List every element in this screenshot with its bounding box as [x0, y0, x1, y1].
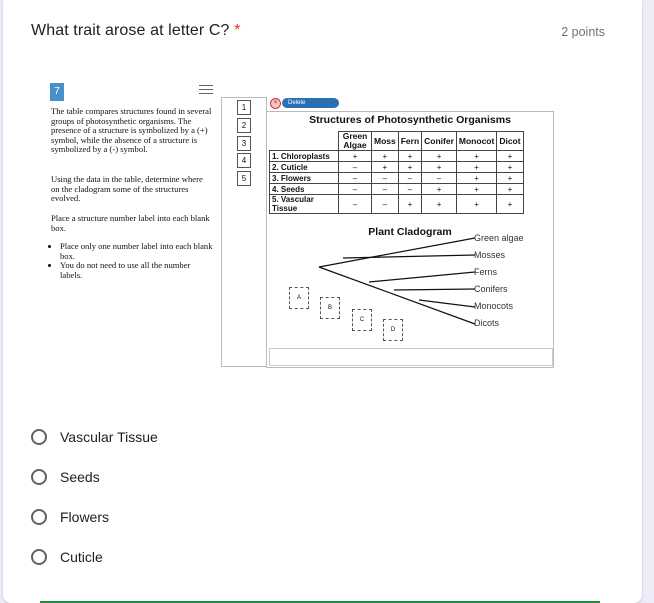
branch-green-algae — [319, 238, 475, 267]
option-label: Seeds — [60, 469, 100, 485]
taxon-label: Mosses — [474, 250, 506, 260]
table-cell: – — [422, 173, 457, 184]
option-seeds[interactable] — [31, 466, 100, 488]
table-header: Dicot — [497, 132, 523, 151]
table-cell: + — [456, 195, 496, 214]
instruction-paragraph: Place a structure number label into each blank box. — [51, 213, 210, 233]
required-asterisk: * — [234, 22, 241, 39]
table-cell: – — [398, 173, 421, 184]
table-cell: – — [372, 173, 399, 184]
radio-button[interactable] — [31, 469, 47, 485]
table-cell: + — [422, 195, 457, 214]
table-cell: – — [339, 162, 372, 173]
answer-box-b: B — [320, 297, 340, 319]
table-cell: + — [422, 162, 457, 173]
menu-icon — [199, 85, 213, 95]
row-label: 2. Cuticle — [270, 162, 339, 173]
row-label: 4. Seeds — [270, 184, 339, 195]
table-cell: + — [456, 162, 496, 173]
question-image — [50, 80, 554, 370]
table-cell: + — [456, 184, 496, 195]
table-cell: + — [372, 151, 399, 162]
table-cell: + — [398, 162, 421, 173]
table-cell: + — [398, 195, 421, 214]
table-header: Monocot — [456, 132, 496, 151]
option-vascular-tissue[interactable] — [31, 426, 158, 448]
taxon-label: Conifers — [474, 284, 508, 294]
branch-monocots — [419, 300, 475, 307]
answer-box-c: C — [352, 309, 372, 331]
blank-area — [269, 348, 553, 366]
instruction-bullet: • You do not need to use all the number labels. — [60, 261, 213, 280]
table-cell: + — [497, 184, 523, 195]
taxon-label: Ferns — [474, 267, 498, 277]
delete-pill: Delete — [282, 98, 339, 108]
branch-mosses — [343, 255, 475, 258]
table-header: Green Algae — [339, 132, 372, 151]
table-header: Moss — [372, 132, 399, 151]
table-cell: – — [339, 184, 372, 195]
table-cell: + — [497, 151, 523, 162]
table-header: Conifer — [422, 132, 457, 151]
option-flowers[interactable] — [31, 506, 109, 528]
option-cuticle[interactable] — [31, 546, 103, 568]
points-label: 2 points — [561, 25, 605, 39]
question-card — [3, 0, 642, 603]
instruction-bullet: • Place only one number label into each blank box. — [60, 242, 213, 261]
delete-icon: × — [270, 98, 281, 109]
table-cell: – — [372, 184, 399, 195]
taxon-label: Green algae — [474, 233, 524, 243]
instruction-paragraph: Using the data in the table, determine where on the cladogram some of the structures evolved. — [51, 174, 203, 204]
table-header: Fern — [398, 132, 421, 151]
taxon-label: Dicots — [474, 318, 500, 328]
table-cell: + — [497, 195, 523, 214]
table-cell: – — [339, 173, 372, 184]
table-cell: + — [339, 151, 372, 162]
number-label: 5 — [237, 171, 251, 186]
table-title: Structures of Photosynthetic Organisms — [309, 114, 511, 126]
table-cell: + — [372, 162, 399, 173]
number-label: 2 — [237, 118, 251, 133]
branch-ferns — [369, 272, 475, 282]
delete-control — [270, 98, 340, 108]
number-label: 1 — [237, 100, 251, 115]
cladogram-title: Plant Cladogram — [368, 226, 452, 238]
radio-button[interactable] — [31, 549, 47, 565]
radio-button[interactable] — [31, 509, 47, 525]
table-cell: – — [339, 195, 372, 214]
row-label: 3. Flowers — [270, 173, 339, 184]
table-cell: + — [422, 184, 457, 195]
item-number-badge: 7 — [50, 83, 64, 101]
number-label: 4 — [237, 153, 251, 168]
branch-main-axis — [319, 267, 475, 324]
option-label: Cuticle — [60, 549, 103, 565]
table-cell: + — [456, 151, 496, 162]
radio-button[interactable] — [31, 429, 47, 445]
answer-box-a: A — [289, 287, 309, 309]
option-label: Vascular Tissue — [60, 429, 158, 445]
branch-conifers — [394, 289, 475, 290]
question-title: What trait arose at letter C? * — [31, 22, 241, 39]
instruction-list — [51, 242, 213, 280]
option-label: Flowers — [60, 509, 110, 525]
table-cell: + — [456, 173, 496, 184]
taxon-label: Monocots — [474, 301, 514, 311]
instruction-paragraph: The table compares structures found in several groups of photosynthetic organisms. The presence of a structure is symbolized by a (+) symbol, while the absence of a structure is symbolized by a (-) symbol. — [51, 106, 212, 155]
data-panel — [266, 111, 554, 368]
number-label: 3 — [237, 136, 251, 151]
table-cell: – — [372, 195, 399, 214]
table-cell: + — [497, 162, 523, 173]
answer-box-d: D — [383, 319, 403, 341]
number-label-column — [221, 97, 267, 367]
row-label: 5. Vascular Tissue — [270, 195, 339, 214]
table-cell: + — [422, 151, 457, 162]
table-cell: + — [398, 151, 421, 162]
row-label: 1. Chloroplasts — [270, 151, 339, 162]
table-cell: – — [398, 184, 421, 195]
table-cell: + — [497, 173, 523, 184]
